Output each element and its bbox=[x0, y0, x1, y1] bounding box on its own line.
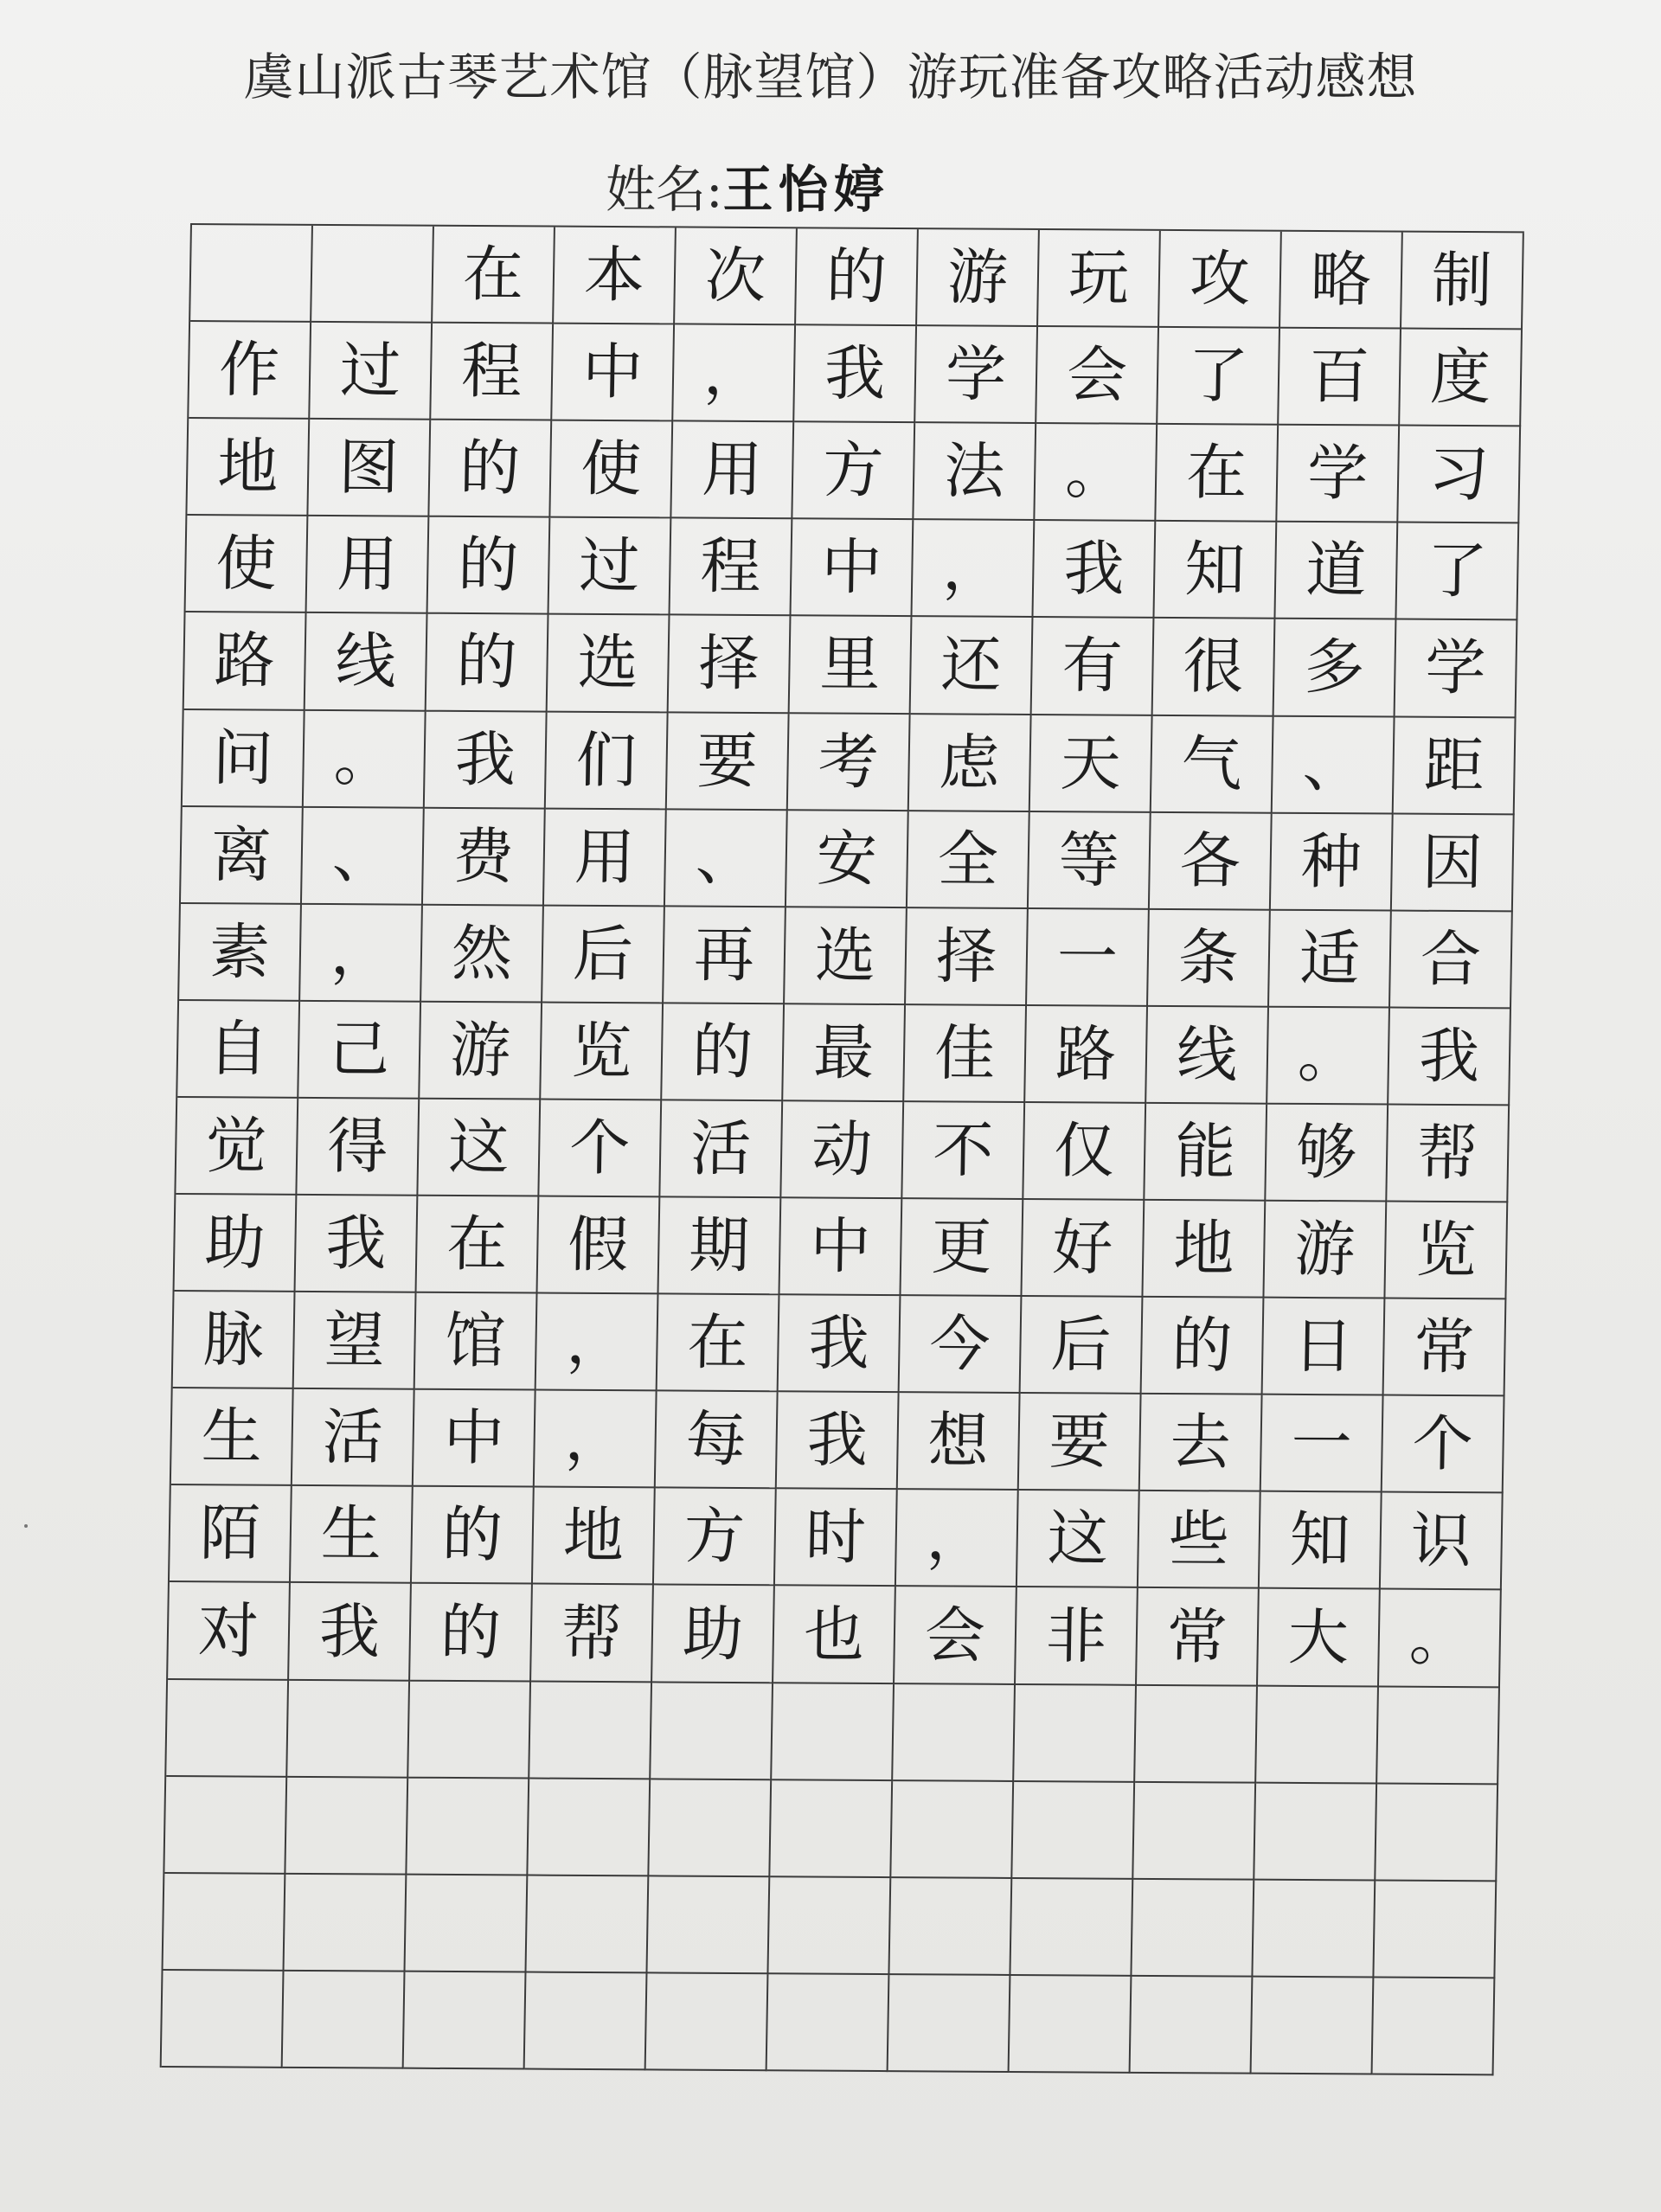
grid-cell bbox=[1374, 1881, 1497, 1978]
grid-cell bbox=[893, 1684, 1016, 1782]
grid-cell: 帮 bbox=[531, 1585, 654, 1683]
grid-cell: ， bbox=[536, 1294, 659, 1392]
grid-cell: 。 bbox=[304, 710, 426, 808]
grid-cell: 后 bbox=[1021, 1297, 1144, 1395]
grid-cell: 的 bbox=[429, 420, 552, 518]
grid-cell: 这 bbox=[418, 1100, 541, 1197]
grid-cell: 。 bbox=[1267, 1008, 1390, 1106]
paper-speck bbox=[24, 1524, 28, 1528]
grid-cell: 玩 bbox=[1038, 230, 1161, 328]
grid-cell: 选 bbox=[785, 907, 907, 1005]
grid-cell: 择 bbox=[906, 908, 1029, 1006]
grid-cell bbox=[164, 1777, 287, 1875]
grid-cell: 非 bbox=[1016, 1587, 1138, 1685]
grid-cell: ， bbox=[300, 905, 423, 1003]
grid-cell: 方 bbox=[792, 422, 915, 520]
grid-cell: 我 bbox=[1033, 521, 1156, 619]
grid-cell: 距 bbox=[1394, 717, 1517, 815]
grid-cell: 还 bbox=[911, 618, 1034, 715]
grid-cell: 生 bbox=[291, 1486, 414, 1584]
grid-cell: ， bbox=[673, 325, 796, 423]
grid-cell: 地 bbox=[1143, 1201, 1266, 1298]
grid-cell: 费 bbox=[423, 808, 546, 906]
grid-cell: 使 bbox=[186, 516, 309, 613]
grid-cell: 得 bbox=[297, 1099, 420, 1196]
writing-grid bbox=[160, 223, 1524, 2075]
grid-cell bbox=[1012, 1782, 1135, 1880]
grid-cell: 次 bbox=[675, 228, 798, 325]
name-label: 姓名: bbox=[606, 160, 723, 219]
grid-cell: 的 bbox=[662, 1003, 785, 1101]
grid-cell: 本 bbox=[554, 228, 677, 325]
grid-cell bbox=[1252, 1978, 1375, 2075]
grid-cell: 百 bbox=[1279, 329, 1401, 426]
grid-cell bbox=[768, 1877, 891, 1975]
grid-cell: 要 bbox=[1019, 1394, 1142, 1491]
grid-cell: 制 bbox=[1401, 233, 1524, 330]
grid-cell: 虑 bbox=[909, 715, 1032, 812]
grid-cell: 地 bbox=[533, 1488, 656, 1586]
grid-cell: 我 bbox=[1388, 1008, 1511, 1106]
grid-cell: 在 bbox=[657, 1295, 780, 1393]
grid-cell bbox=[1254, 1783, 1377, 1881]
grid-cell: 游 bbox=[420, 1003, 542, 1100]
grid-cell: 我 bbox=[296, 1196, 419, 1293]
grid-cell: 知 bbox=[1260, 1492, 1382, 1590]
grid-cell: 线 bbox=[305, 613, 428, 711]
grid-cell: 学 bbox=[915, 326, 1038, 424]
grid-cell: 习 bbox=[1398, 426, 1521, 524]
grid-cell: 过 bbox=[310, 323, 433, 420]
grid-cell: 会 bbox=[895, 1587, 1017, 1685]
grid-cell bbox=[528, 1779, 651, 1876]
grid-cell: 度 bbox=[1400, 330, 1523, 427]
grid-cell: 活 bbox=[660, 1100, 783, 1198]
grid-cell: ， bbox=[912, 520, 1035, 618]
grid-cell bbox=[772, 1683, 895, 1781]
grid-cell: ， bbox=[896, 1490, 1019, 1587]
grid-cell: 问 bbox=[183, 710, 305, 808]
grid-cell: 仅 bbox=[1023, 1103, 1146, 1201]
grid-cell: 适 bbox=[1269, 910, 1392, 1008]
grid-cell: 有 bbox=[1032, 618, 1155, 715]
grid-cell bbox=[1010, 1976, 1132, 2074]
grid-cell bbox=[1133, 1782, 1256, 1880]
grid-cell: 我 bbox=[779, 1295, 901, 1393]
grid-cell: 的 bbox=[796, 228, 919, 326]
grid-cell: 日 bbox=[1263, 1298, 1386, 1396]
grid-cell: 常 bbox=[1137, 1588, 1260, 1686]
grid-cell: 略 bbox=[1280, 232, 1403, 330]
grid-cell bbox=[651, 1683, 773, 1780]
grid-cell bbox=[888, 1975, 1011, 2073]
grid-cell: 。 bbox=[1379, 1590, 1502, 1688]
grid-cell: 使 bbox=[550, 421, 673, 519]
grid-cell bbox=[647, 1876, 770, 1974]
grid-cell: 用 bbox=[671, 422, 794, 520]
student-name: 王怡婷 bbox=[722, 160, 889, 219]
grid-cell: 攻 bbox=[1159, 231, 1282, 329]
grid-cell: 个 bbox=[539, 1100, 662, 1197]
grid-cell: 这 bbox=[1017, 1491, 1140, 1588]
grid-cell: 游 bbox=[917, 229, 1040, 327]
grid-cell: 们 bbox=[546, 712, 669, 810]
grid-cell: 知 bbox=[1154, 522, 1277, 619]
grid-cell: 法 bbox=[914, 423, 1036, 521]
grid-cell: 、 bbox=[1273, 716, 1395, 814]
grid-cell: 方 bbox=[654, 1489, 777, 1587]
grid-cell: 生 bbox=[171, 1388, 294, 1486]
grid-cell: 种 bbox=[1271, 813, 1394, 911]
grid-cell: 中 bbox=[779, 1198, 902, 1296]
grid-cell: 程 bbox=[431, 324, 554, 421]
grid-cell: 对 bbox=[168, 1582, 291, 1680]
grid-cell bbox=[1014, 1685, 1137, 1783]
grid-cell bbox=[311, 226, 434, 324]
grid-cell bbox=[1377, 1687, 1500, 1785]
grid-cell: 因 bbox=[1392, 814, 1515, 912]
grid-cell bbox=[1256, 1686, 1379, 1784]
grid-cell: 活 bbox=[292, 1389, 415, 1487]
grid-cell: 想 bbox=[898, 1393, 1021, 1491]
grid-cell: 个 bbox=[1382, 1396, 1505, 1494]
grid-cell: 用 bbox=[544, 809, 667, 907]
grid-cell: 学 bbox=[1277, 426, 1400, 523]
grid-cell: 些 bbox=[1138, 1491, 1261, 1589]
grid-cell bbox=[1131, 1977, 1254, 2074]
grid-cell: 用 bbox=[307, 516, 430, 614]
grid-cell: 。 bbox=[1035, 424, 1158, 522]
grid-cell: 我 bbox=[794, 325, 917, 423]
grid-cell: 觉 bbox=[176, 1098, 298, 1196]
grid-cell: 全 bbox=[907, 811, 1030, 909]
grid-cell bbox=[166, 1680, 289, 1778]
grid-cell: 离 bbox=[181, 807, 304, 905]
grid-cell: 我 bbox=[425, 711, 548, 809]
grid-cell: 路 bbox=[184, 612, 307, 710]
grid-cell: 能 bbox=[1145, 1104, 1267, 1202]
grid-cell: 图 bbox=[308, 420, 431, 517]
grid-cell: 去 bbox=[1140, 1395, 1263, 1492]
grid-cell: 览 bbox=[541, 1003, 664, 1100]
grid-cell bbox=[891, 1781, 1014, 1879]
grid-cell: 自 bbox=[177, 1001, 300, 1099]
grid-cell: 条 bbox=[1148, 910, 1271, 1008]
grid-cell: 馆 bbox=[415, 1293, 538, 1391]
grid-cell: 每 bbox=[656, 1392, 779, 1490]
grid-cell: 陌 bbox=[170, 1485, 292, 1583]
grid-cell: 很 bbox=[1153, 619, 1276, 716]
grid-cell bbox=[405, 1875, 528, 1972]
grid-cell bbox=[1135, 1685, 1258, 1783]
grid-cell: 地 bbox=[187, 419, 310, 516]
grid-cell bbox=[889, 1878, 1012, 1976]
grid-cell: 览 bbox=[1385, 1202, 1508, 1300]
grid-cell: 也 bbox=[773, 1587, 896, 1684]
grid-cell: 过 bbox=[548, 518, 671, 616]
grid-cell: 在 bbox=[416, 1196, 539, 1294]
grid-cell: 学 bbox=[1395, 620, 1518, 718]
grid-cell: 会 bbox=[1036, 327, 1159, 425]
grid-cell: 考 bbox=[788, 714, 911, 811]
grid-cell: 多 bbox=[1274, 619, 1397, 717]
grid-cell bbox=[1253, 1880, 1376, 1978]
grid-cell bbox=[526, 1875, 649, 1973]
grid-cell: 在 bbox=[1156, 425, 1279, 523]
grid-cell bbox=[649, 1779, 772, 1877]
grid-cell: 一 bbox=[1261, 1395, 1384, 1493]
grid-cell: 、 bbox=[665, 810, 788, 907]
grid-cell: 道 bbox=[1275, 523, 1398, 620]
grid-cell: 然 bbox=[421, 905, 544, 1003]
grid-cell: 里 bbox=[790, 617, 913, 715]
grid-cell: 更 bbox=[901, 1199, 1023, 1297]
grid-cell bbox=[287, 1680, 410, 1778]
grid-cell: 、 bbox=[302, 807, 425, 905]
grid-cell: 路 bbox=[1025, 1006, 1148, 1104]
grid-cell: 的 bbox=[426, 614, 549, 712]
grid-cell: 望 bbox=[294, 1292, 417, 1390]
grid-cell: 中 bbox=[791, 520, 914, 618]
grid-cell: 己 bbox=[298, 1002, 421, 1100]
grid-cell: 最 bbox=[783, 1004, 906, 1102]
grid-cell: 中 bbox=[414, 1390, 536, 1488]
grid-cell: 安 bbox=[786, 811, 909, 908]
grid-cell: 帮 bbox=[1387, 1105, 1510, 1202]
grid-cell: 再 bbox=[664, 907, 786, 1004]
grid-cell: 程 bbox=[670, 519, 792, 617]
grid-cell: 假 bbox=[537, 1197, 660, 1295]
grid-cell bbox=[407, 1778, 529, 1875]
name-line bbox=[606, 149, 889, 221]
grid-cell: 中 bbox=[552, 324, 675, 422]
grid-cell bbox=[283, 1972, 406, 2069]
grid-cell: 游 bbox=[1264, 1202, 1387, 1299]
grid-cell: 不 bbox=[902, 1102, 1025, 1200]
grid-cell bbox=[525, 1972, 648, 2070]
grid-cell: 了 bbox=[1396, 523, 1519, 621]
grid-cell bbox=[408, 1681, 531, 1779]
grid-cell bbox=[285, 1778, 408, 1875]
grid-cell: 择 bbox=[669, 616, 792, 714]
grid-cell: 一 bbox=[1027, 909, 1150, 1007]
grid-cell: 各 bbox=[1150, 812, 1273, 910]
grid-cell bbox=[767, 1974, 890, 2072]
grid-cell bbox=[1376, 1784, 1498, 1882]
grid-cell: 天 bbox=[1030, 715, 1153, 813]
grid-cell: 了 bbox=[1158, 328, 1280, 426]
grid-cell: 助 bbox=[175, 1195, 298, 1292]
grid-cell: 要 bbox=[667, 713, 790, 811]
grid-cell bbox=[529, 1682, 652, 1779]
document-title: 虞山派古琴艺术馆（脉望馆）游玩准备攻略活动感想 bbox=[243, 48, 1418, 106]
grid-cell bbox=[284, 1875, 407, 1972]
grid-cell bbox=[404, 1972, 527, 2070]
grid-cell: 的 bbox=[1142, 1298, 1265, 1395]
grid-cell: 动 bbox=[781, 1101, 904, 1199]
grid-cell: 脉 bbox=[173, 1292, 296, 1389]
grid-cell: 常 bbox=[1384, 1299, 1507, 1397]
grid-cell bbox=[770, 1780, 893, 1878]
grid-cell: 够 bbox=[1266, 1105, 1388, 1202]
grid-cell: 的 bbox=[428, 517, 551, 615]
grid-cell: 识 bbox=[1381, 1493, 1504, 1591]
grid-cell: 在 bbox=[433, 227, 555, 324]
grid-cell: 佳 bbox=[904, 1005, 1027, 1103]
grid-cell: 期 bbox=[658, 1197, 781, 1295]
grid-cell bbox=[1132, 1880, 1254, 1978]
grid-cell: 的 bbox=[412, 1487, 535, 1585]
grid-cell: 后 bbox=[542, 906, 665, 1003]
grid-cell: 作 bbox=[189, 322, 311, 420]
grid-cell: 等 bbox=[1029, 812, 1151, 910]
grid-cell bbox=[646, 1973, 769, 2071]
grid-cell: 时 bbox=[775, 1490, 898, 1587]
grid-cell: 好 bbox=[1022, 1200, 1145, 1298]
grid-cell: 气 bbox=[1151, 715, 1274, 813]
grid-cell bbox=[1373, 1978, 1496, 2075]
grid-cell bbox=[164, 1874, 286, 1972]
grid-cell: 助 bbox=[652, 1586, 775, 1683]
grid-cell: 大 bbox=[1258, 1589, 1381, 1687]
grid-cell: 线 bbox=[1146, 1007, 1269, 1105]
grid-cell: 我 bbox=[289, 1583, 412, 1681]
grid-cell: 的 bbox=[410, 1584, 533, 1682]
grid-cell: 合 bbox=[1390, 911, 1513, 1009]
grid-cell: 选 bbox=[548, 615, 670, 713]
grid-cell: 素 bbox=[179, 904, 302, 1002]
grid-cell bbox=[162, 1971, 285, 2068]
grid-cell bbox=[1010, 1879, 1133, 1977]
grid-cell: 今 bbox=[900, 1296, 1023, 1394]
grid-cell: ， bbox=[535, 1391, 657, 1489]
grid-cell: 我 bbox=[777, 1393, 900, 1491]
grid-cell bbox=[190, 225, 313, 323]
